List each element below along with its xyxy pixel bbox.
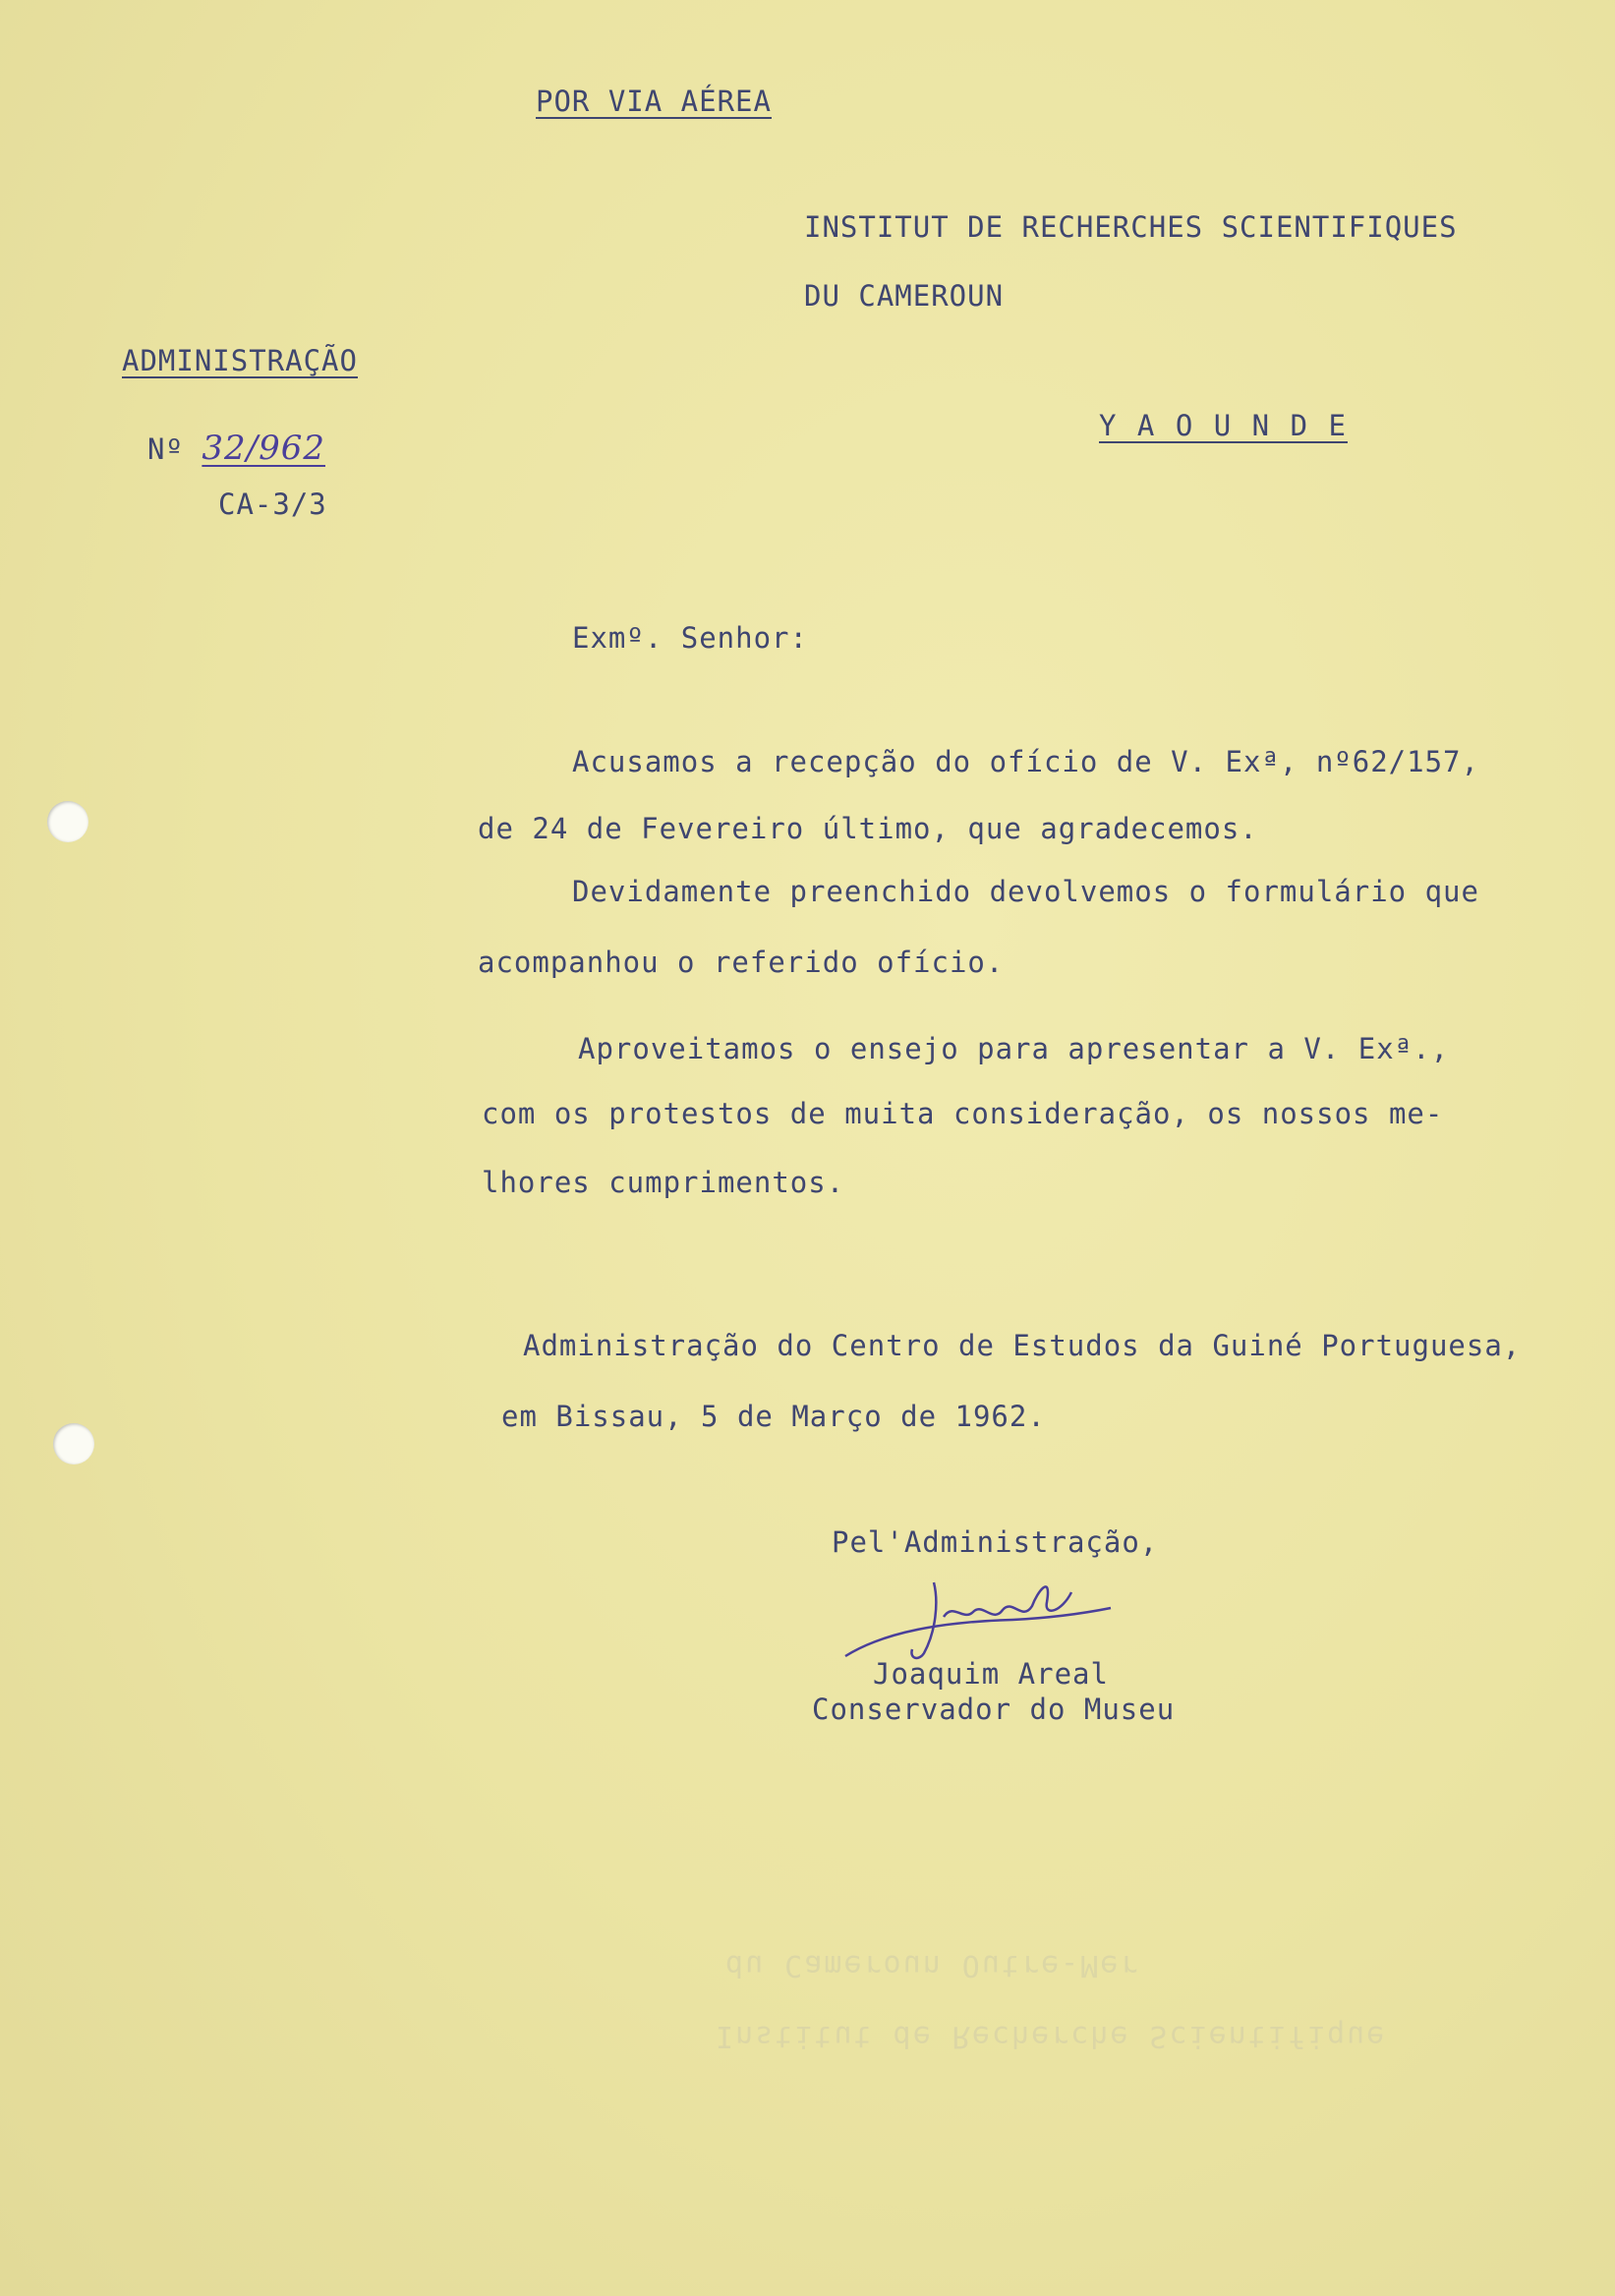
body-line: Aproveitamos o ensejo para apresentar a V. Exª., — [578, 1032, 1450, 1065]
signatory-name: Joaquim Areal — [873, 1657, 1109, 1691]
handwritten-signature — [826, 1563, 1121, 1671]
bleed-through-text: Institut de Recherche Scientifique — [716, 2019, 1387, 2053]
body-line: com os protestos de muita consideração, os nossos me- — [482, 1097, 1444, 1130]
airmail-heading: POR VIA AÉREA — [536, 85, 772, 118]
body-line: Acusamos a recepção do ofício de V. Exª, nº62/157, — [572, 745, 1479, 778]
body-line: lhores cumprimentos. — [482, 1166, 845, 1199]
recipient-line-2: DU CAMEROUN — [804, 279, 1005, 313]
reference-number-value: 32/962 — [202, 429, 326, 468]
closing-line-1: Administração do Centro de Estudos da Guiné Portuguesa, — [523, 1329, 1522, 1362]
body-line: acompanhou o referido ofício. — [478, 946, 1005, 979]
punch-hole — [53, 1423, 94, 1464]
bleed-through-text: du Cameroun Outre-Mer — [725, 1948, 1140, 1982]
body-line: de 24 de Fevereiro último, que agradecemos. — [478, 812, 1258, 845]
signatory-title: Conservador do Museu — [812, 1693, 1176, 1726]
recipient-city: Y A O U N D E — [1099, 409, 1348, 442]
signature-on-behalf: Pel'Administração, — [832, 1525, 1159, 1559]
closing-line-2: em Bissau, 5 de Março de 1962. — [501, 1400, 1046, 1433]
reference-code: CA-3/3 — [218, 488, 327, 521]
reference-number — [147, 429, 325, 468]
body-line: Devidamente preenchido devolvemos o formulário que — [572, 875, 1479, 908]
recipient-line-1: INSTITUT DE RECHERCHES SCIENTIFIQUES — [804, 210, 1458, 244]
reference-department: ADMINISTRAÇÃO — [122, 344, 358, 377]
salutation: Exmº. Senhor: — [572, 621, 808, 655]
reference-number-prefix: Nº — [147, 432, 184, 466]
punch-hole — [47, 801, 88, 842]
